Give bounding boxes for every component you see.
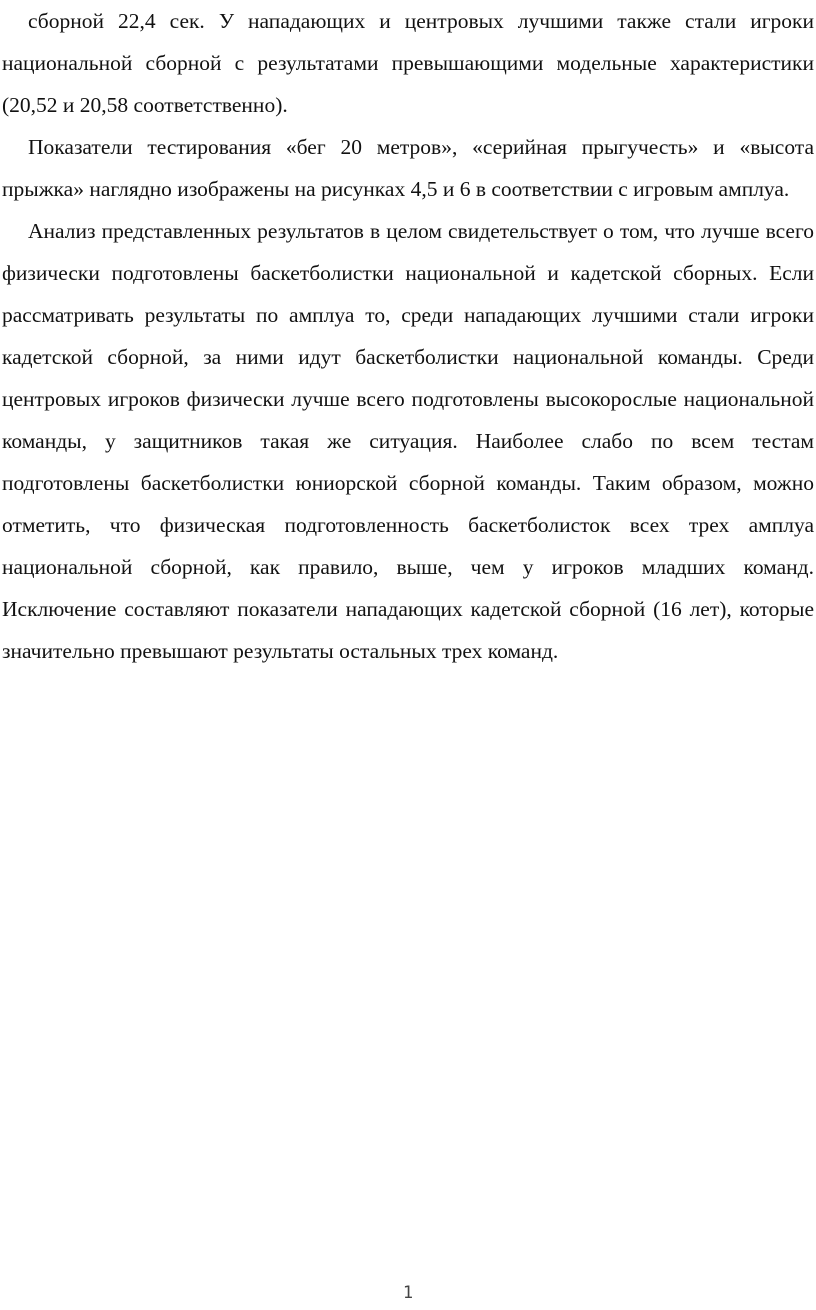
page-number: 1 bbox=[402, 1283, 414, 1303]
body-text bbox=[2, 0, 814, 672]
paragraph-1: сборной 22,4 сек. У нападающих и центровых лучшими также стали игроки национальной сборной с результатами превышающими модельные характеристики (20,52 и 20,58 соответственно). bbox=[2, 9, 814, 117]
paragraph-2: Показатели тестирования «бег 20 метров», «серийная прыгучесть» и «высота прыжка» наглядно изображены на рисунках 4,5 и 6 в соответствии с игровым амплуа. bbox=[2, 135, 814, 201]
paragraph-3: Анализ представленных результатов в целом свидетельствует о том, что лучше всего физически подготовлены баскетболистки национальной и кадетской сборных. Если рассматривать результаты по амплуа то, среди нападающих лучшими стали игроки кадетской сборной, за ними идут баскетболистки национальной команды. Среди центровых игроков физически лучше всего подготовлены высокорослые национальной команды, у защитников такая же ситуация. Наиболее слабо по всем тестам подготовлены баскетболистки юниорской сборной команды. Таким образом, можно отметить, что физическая подготовленность баскетболисток всех трех амплуа национальной сборной, как правило, выше, чем у игроков младших команд. Исключение составляют показатели нападающих кадетской сборной (16 лет), которые значительно превышают результаты остальных трех команд. bbox=[2, 219, 814, 663]
